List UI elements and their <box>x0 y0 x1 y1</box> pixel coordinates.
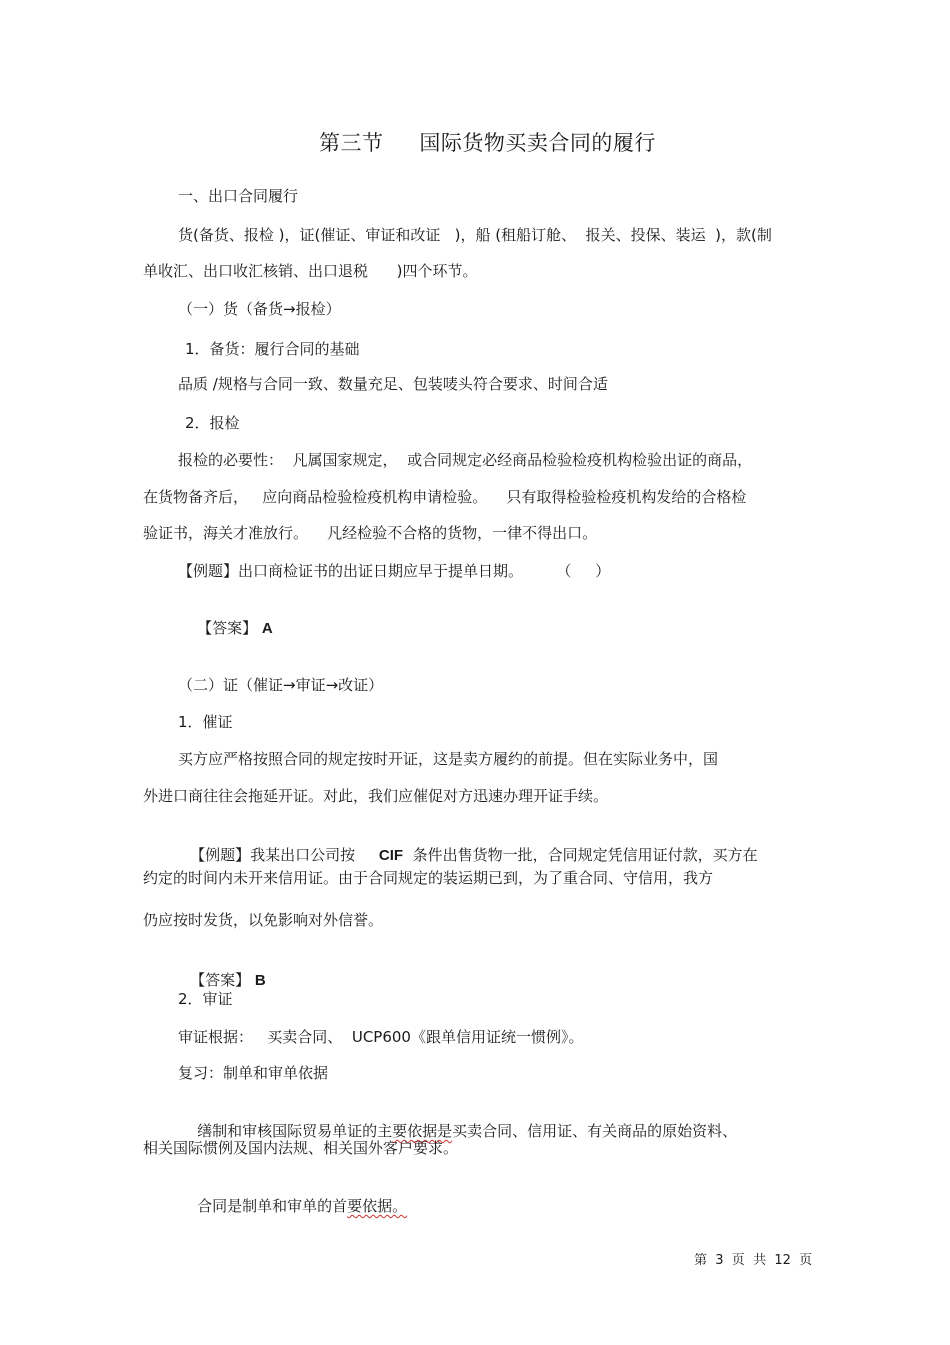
answer-label: 【答案】 <box>197 619 262 637</box>
term-cif: CIF <box>378 847 404 864</box>
subheading-credit: （二）证（催证→审证→改证） <box>178 676 384 694</box>
paragraph-line: 品质 /规格与合同一致、数量充足、包装唛头符合要求、时间合适 <box>178 375 608 393</box>
paragraph-line: 约定的时间内未开来信用证。由于合同规定的装运期已到，为了重合同、守信用，我方 <box>143 869 714 887</box>
paragraph-line: 在货物备齐后， 应向商品检验检疫机构申请检验。 只有取得检验检疫机构发给的合格检 <box>143 488 747 506</box>
paragraph-line: 审证根据： 买卖合同、 UCP600《跟单信用证统一惯例》。 <box>178 1028 584 1046</box>
paragraph-line: 报检的必要性： 凡属国家规定， 或合同规定必经商品检验检疫机构检验出证的商品， <box>178 451 753 469</box>
page-number: 第 3 页 共 12 页 <box>694 1253 813 1268</box>
section-title: 第三节 国际货物买卖合同的履行 <box>319 131 656 155</box>
answer-line <box>178 598 273 659</box>
paragraph-line <box>178 1176 407 1236</box>
heading-export-contract: 一、出口合同履行 <box>178 187 299 205</box>
answer-value: B <box>254 972 266 989</box>
annotated-text: 要依据是 <box>392 1122 453 1140</box>
example-text: 【例题】我某出口公司按 <box>190 846 379 864</box>
subheading-goods: （一）货（备货→报检） <box>178 300 341 318</box>
paragraph-line: 外进口商往往会拖延开证。对此，我们应催促对方迅速办理开证手续。 <box>143 787 609 805</box>
example-text: 条件出售货物一批，合同规定凭信用证付款，买方在 <box>403 846 758 864</box>
paragraph-line: 买方应严格按照合同的规定按时开证，这是卖方履约的前提。但在实际业务中，国 <box>178 750 719 768</box>
paragraph-line: 仍应按时发货，以免影响对外信誉。 <box>143 911 384 929</box>
text-span: 合同是制单和审单的首 <box>197 1197 348 1215</box>
answer-label: 【答案】 <box>190 971 255 989</box>
paragraph-line: 相关国际惯例及国内法规、相关国外客户要求。 <box>143 1139 459 1157</box>
annotated-text: 要依据。 <box>347 1197 408 1215</box>
item-heading-inspection: 2．报检 <box>185 414 240 432</box>
paragraph-line: 单收汇、出口收汇核销、出口退税 )四个环节。 <box>143 262 478 280</box>
text-span: 买 <box>452 1122 468 1140</box>
paragraph-line: 货(备货、报检 )，证(催证、审证和改证 )，船 (租船订舱、 报关、投保、装运 )，款(制 <box>178 226 772 244</box>
item-heading-stock: 1．备货：履行合同的基础 <box>185 340 360 358</box>
answer-value: A <box>261 620 273 637</box>
item-heading-urge: 1．催证 <box>178 713 233 731</box>
text-span: 缮制和审核国际贸易单证的主 <box>197 1122 393 1140</box>
text-span: 卖合同、信用证、有关商品的原始资料、 <box>467 1122 738 1140</box>
item-heading-review: 2．审证 <box>178 990 233 1008</box>
example-question: 【例题】出口商检证书的出证日期应早于提单日期。 （ ） <box>178 562 611 580</box>
paragraph-line: 复习：制单和审单依据 <box>178 1064 329 1082</box>
paragraph-line: 验证书，海关才准放行。 凡经检验不合格的货物，一律不得出口。 <box>143 524 598 542</box>
